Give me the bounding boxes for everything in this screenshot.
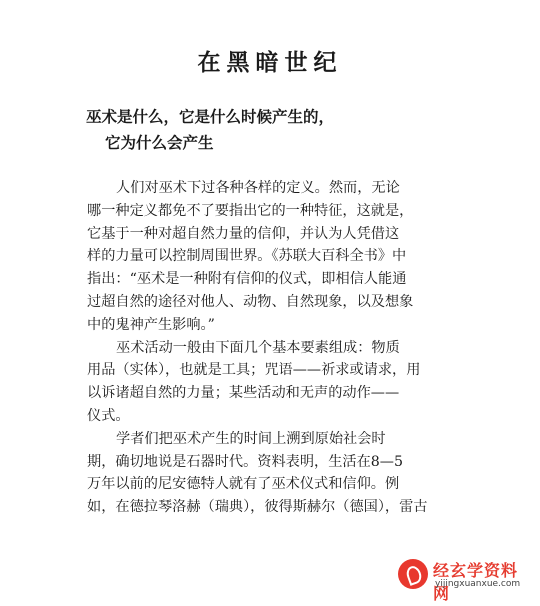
paragraph	[87, 428, 473, 519]
text-line: 哪一种定义都免不了要指出它的一种特征，这就是，	[87, 202, 414, 219]
watermark-site-name: 经玄学资料网	[433, 561, 519, 603]
section-heading-line-1: 巫术是什么，它是什么时候产生的，	[86, 108, 335, 126]
text-line: 用品（实体），也就是工具；咒语——祈求或请求，用	[87, 362, 421, 379]
text-line: 人们对巫术下过各种各样的定义。然而，无论	[116, 180, 400, 196]
text-line: 万年以前的尼安德特人就有了巫术仪式和信仰。例	[87, 476, 400, 493]
section-heading	[86, 104, 334, 156]
body-text	[87, 177, 473, 519]
text-line: 过超自然的途径对他人、动物、自然现象，以及想象	[87, 293, 414, 310]
text-line: 巫术活动一般由下面几个基本要素组成：物质	[116, 339, 400, 356]
paragraph	[87, 177, 473, 337]
text-line: 它基于一种对超自然力量的信仰，并认为人凭借这	[87, 225, 400, 242]
text-line: 指出：“巫术是一种附有信仰的仪式，即相信人能通	[87, 271, 407, 288]
watermark-url: yijingxuanxue.com	[435, 579, 521, 589]
section-heading-line-2: 它为什么会产生	[105, 134, 214, 152]
text-line: 以诉诸超自然的力量；某些活动和无声的动作——	[87, 385, 400, 402]
text-line: 仪式。	[87, 407, 130, 424]
text-line: 如，在德拉琴洛赫（瑞典），彼得斯赫尔（德国），雷古	[87, 499, 428, 516]
text-line: 中的鬼神产生影响。”	[87, 316, 215, 333]
site-watermark	[398, 556, 530, 603]
paragraph	[87, 337, 473, 428]
chapter-title: 在黑暗世纪	[197, 50, 343, 76]
watermark-logo-icon	[398, 559, 428, 589]
text-line: 学者们把巫术产生的时间上溯到原始社会时	[116, 430, 386, 447]
text-line: 样的力量可以控制周围世界。《苏联大百科全书》中	[87, 248, 407, 265]
text-line: 期，确切地说是石器时代。资料表明，生活在8—5	[87, 453, 403, 470]
